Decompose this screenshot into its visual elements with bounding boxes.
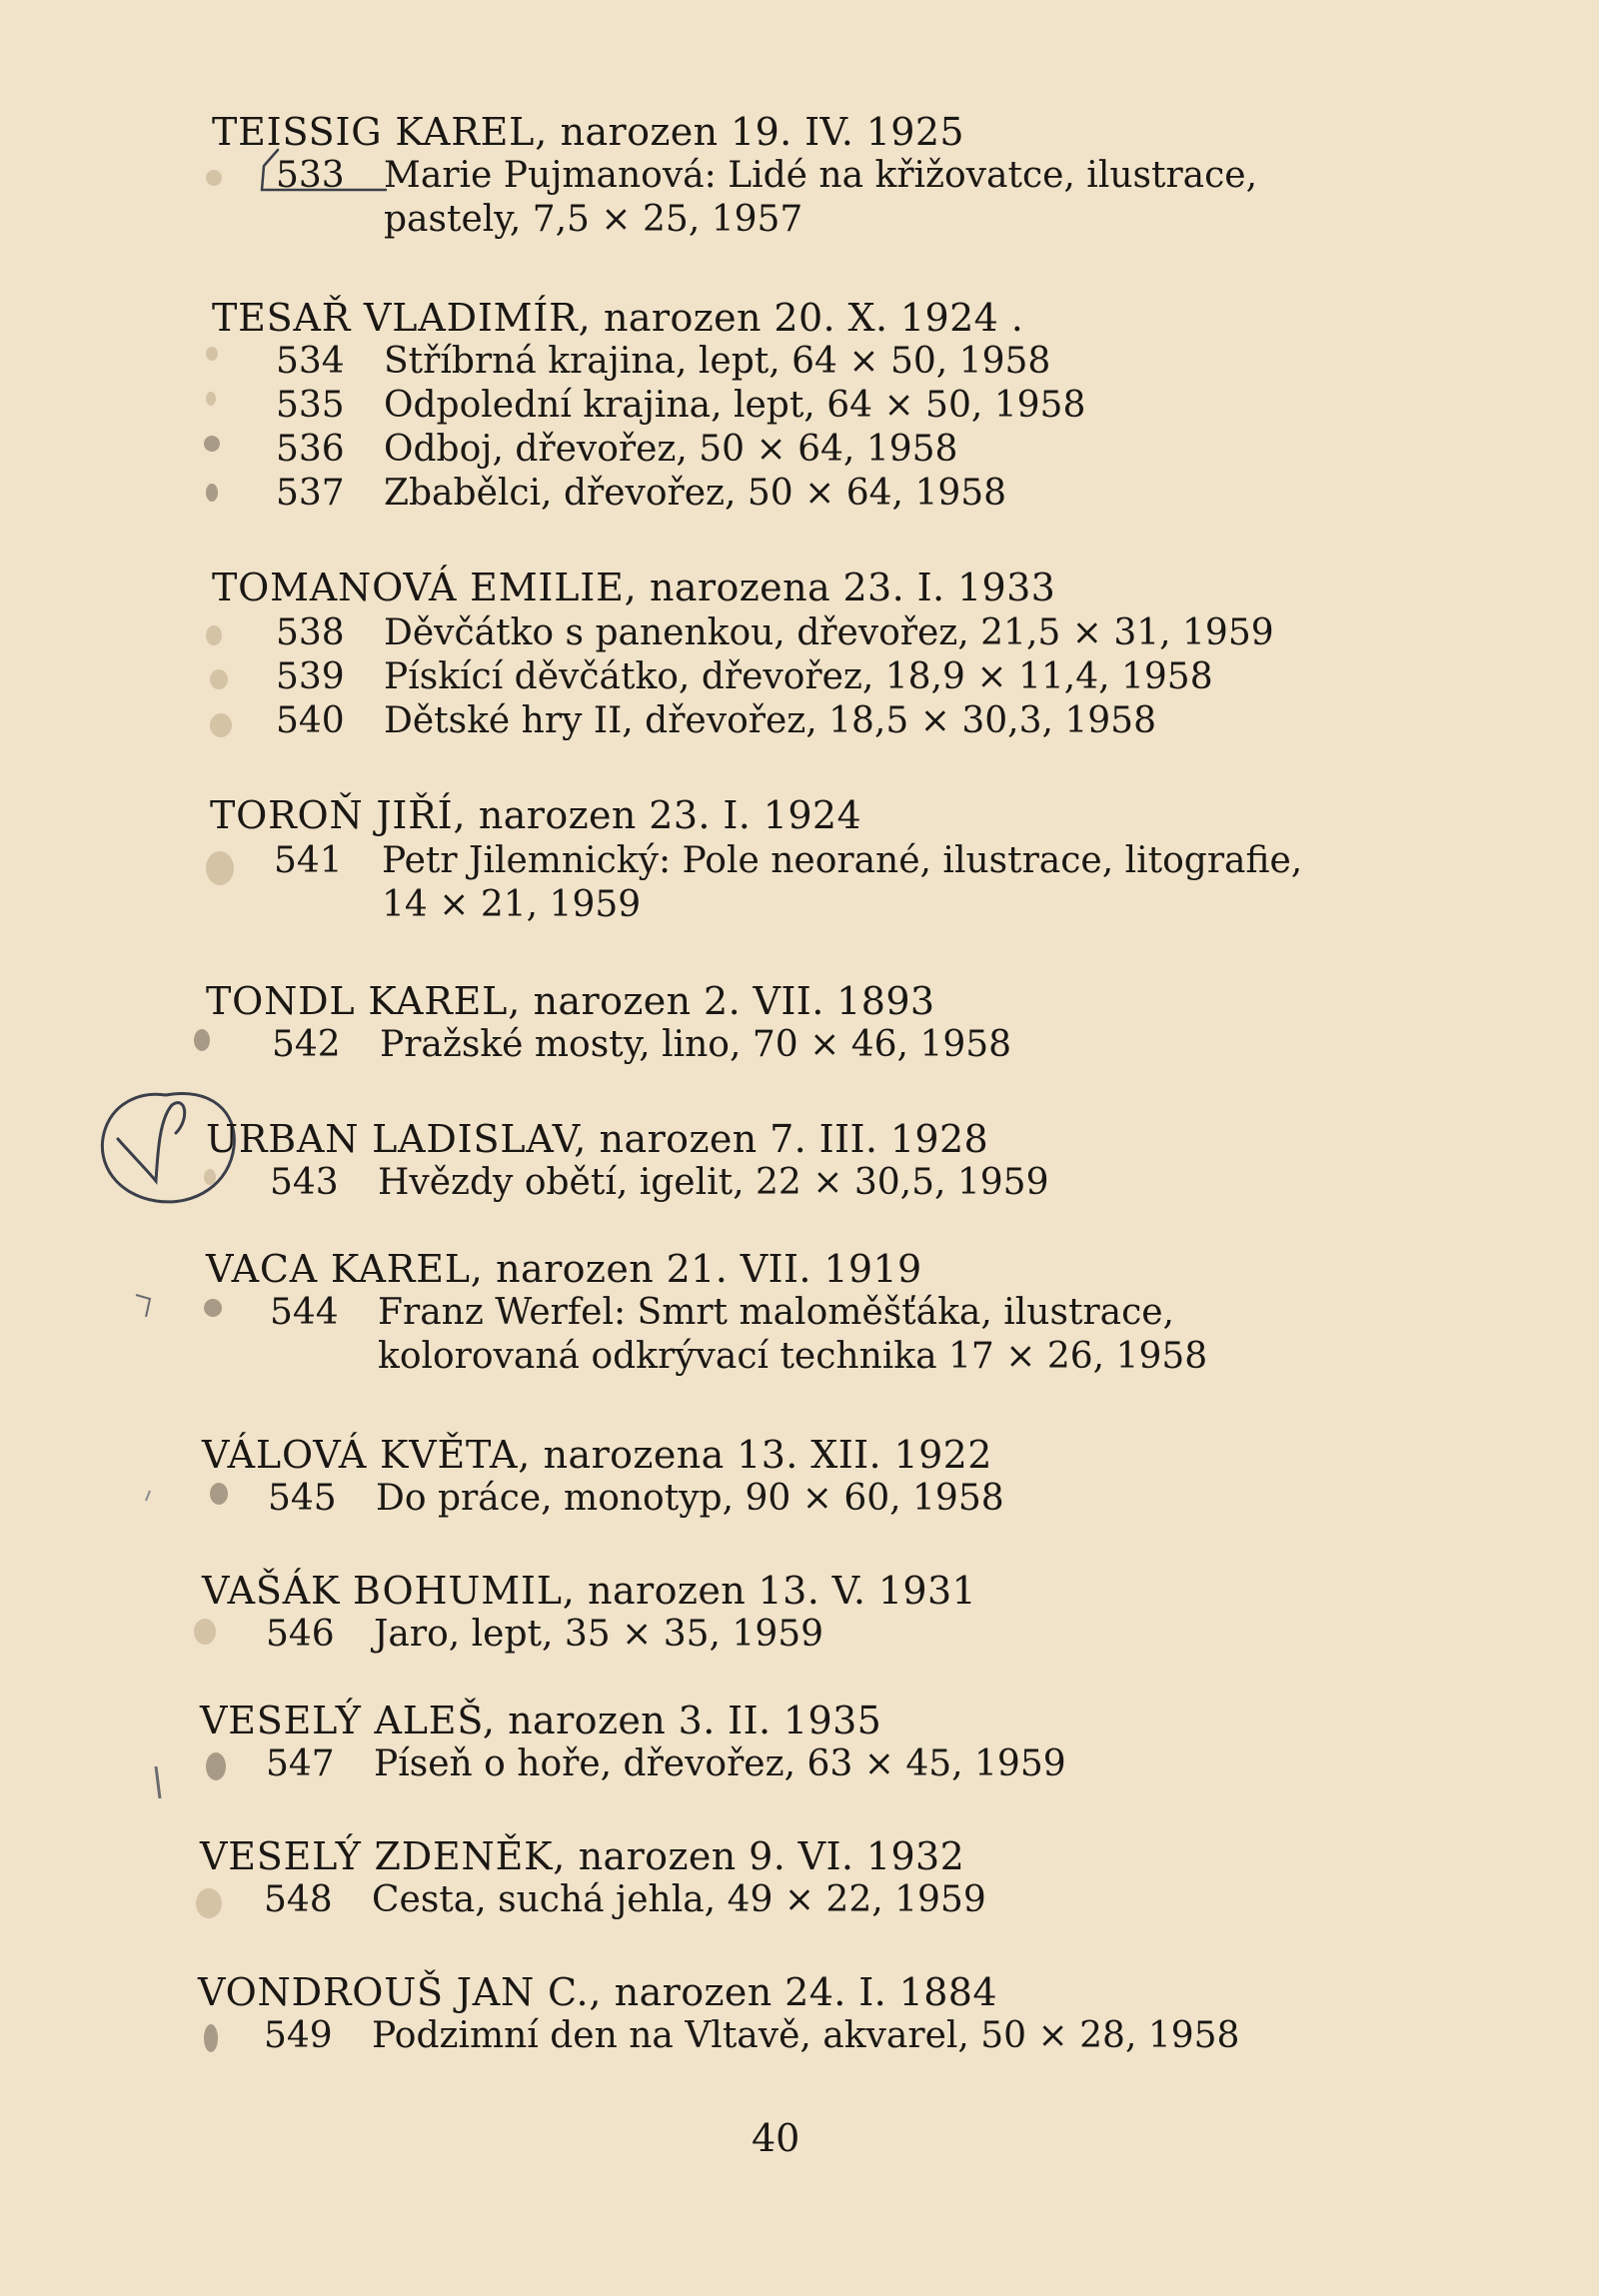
artist-heading xyxy=(212,296,1023,340)
work-number: 536 xyxy=(276,429,345,470)
artist-birth: narozena 13. XII. 1922 xyxy=(543,1433,992,1477)
work-number: 540 xyxy=(276,700,345,741)
work-number: 544 xyxy=(270,1292,339,1333)
work-description: Cesta, suchá jehla, 49 × 22, 1959 xyxy=(372,1879,986,1920)
artist-name: TESAŘ VLADIMÍR, xyxy=(212,296,592,340)
artist-name: TONDL KAREL, xyxy=(206,979,522,1023)
page-number: 40 xyxy=(752,2116,800,2160)
work-description: Píseň o hoře, dřevořez, 63 × 45, 1959 xyxy=(374,1743,1066,1784)
work-number: 534 xyxy=(276,341,345,382)
artist-heading xyxy=(212,566,1055,609)
artist-heading xyxy=(202,1569,976,1613)
work-number: 539 xyxy=(276,656,345,697)
work-description: Odpolední krajina, lept, 64 × 50, 1958 xyxy=(384,385,1086,426)
work-description: Hvězdy obětí, igelit, 22 × 30,5, 1959 xyxy=(378,1162,1049,1203)
work-description: Odboj, dřevořez, 50 × 64, 1958 xyxy=(384,429,958,470)
work-number: 546 xyxy=(266,1614,335,1655)
work-number: 549 xyxy=(264,2015,333,2056)
artist-heading xyxy=(212,110,964,154)
work-number: 535 xyxy=(276,385,345,426)
artist-name: VONDROUŠ JAN C., xyxy=(198,1970,603,2014)
work-number: 537 xyxy=(276,473,345,514)
artist-birth: narozen 24. I. 1884 xyxy=(614,1970,997,2014)
work-description: Do práce, monotyp, 90 × 60, 1958 xyxy=(376,1478,1004,1519)
work-number: 548 xyxy=(264,1879,333,1920)
artist-birth: narozen 21. VII. 1919 xyxy=(496,1247,922,1291)
artist-name: TOMANOVÁ EMILIE, xyxy=(212,566,638,609)
work-number: 541 xyxy=(274,840,343,881)
work-number: 543 xyxy=(270,1162,339,1203)
work-description: Zbabělci, dřevořez, 50 × 64, 1958 xyxy=(384,473,1007,514)
artist-name: TOROŇ JIŘÍ, xyxy=(210,793,467,837)
artist-heading xyxy=(206,1247,922,1291)
work-number: 538 xyxy=(276,612,345,653)
work-description: Pražské mosty, lino, 70 × 46, 1958 xyxy=(380,1024,1012,1065)
artist-birth: narozen 9. VI. 1932 xyxy=(578,1834,965,1878)
work-description: Jaro, lept, 35 × 35, 1959 xyxy=(374,1614,824,1655)
artist-name: TEISSIG KAREL, xyxy=(212,110,549,154)
artist-heading xyxy=(200,1834,964,1878)
work-description: Podzimní den na Vltavě, akvarel, 50 × 28, 1958 xyxy=(372,2015,1240,2056)
work-number: 545 xyxy=(268,1478,337,1519)
artist-name: VESELÝ ZDENĚK, xyxy=(200,1834,567,1878)
work-description-continued: 14 × 21, 1959 xyxy=(382,884,642,925)
work-description: Stříbrná krajina, lept, 64 × 50, 1958 xyxy=(384,341,1051,382)
artist-birth: narozen 13. V. 1931 xyxy=(588,1569,977,1613)
work-description: Dětské hry II, dřevořez, 18,5 × 30,3, 1958 xyxy=(384,700,1156,741)
artist-birth: narozen 19. IV. 1925 xyxy=(560,110,964,154)
artist-heading xyxy=(206,979,934,1023)
artist-birth: narozen 7. III. 1928 xyxy=(599,1117,989,1161)
work-description: Děvčátko s panenkou, dřevořez, 21,5 × 31, 1959 xyxy=(384,612,1274,653)
artist-birth: narozen 3. II. 1935 xyxy=(508,1699,882,1742)
work-number: 533 xyxy=(276,155,345,196)
work-description: Franz Werfel: Smrt maloměšťáka, ilustrace, xyxy=(378,1292,1174,1333)
artist-birth: narozen 20. X. 1924 . xyxy=(603,296,1024,340)
artist-birth: narozena 23. I. 1933 xyxy=(649,566,1056,609)
artist-heading xyxy=(198,1970,997,2014)
artist-birth: narozen 23. I. 1924 xyxy=(478,793,862,837)
artist-heading xyxy=(202,1433,992,1477)
artist-birth: narozen 2. VII. 1893 xyxy=(533,979,935,1023)
artist-name: VACA KAREL, xyxy=(206,1247,484,1291)
artist-heading xyxy=(200,1699,881,1742)
artist-name: VESELÝ ALEŠ, xyxy=(200,1699,496,1742)
work-description-continued: pastely, 7,5 × 25, 1957 xyxy=(384,199,803,240)
work-description-continued: kolorovaná odkrývací technika 17 × 26, 1958 xyxy=(378,1336,1208,1377)
work-description: Pískící děvčátko, dřevořez, 18,9 × 11,4, 1958 xyxy=(384,656,1213,697)
artist-heading xyxy=(210,793,861,837)
artist-name: URBAN LADISLAV, xyxy=(206,1117,588,1161)
work-number: 547 xyxy=(266,1743,335,1784)
work-number: 542 xyxy=(272,1024,341,1065)
artist-heading xyxy=(206,1117,988,1161)
work-description: Marie Pujmanová: Lidé na křižovatce, ilustrace, xyxy=(384,155,1258,196)
artist-name: VAŠÁK BOHUMIL, xyxy=(202,1569,576,1613)
artist-name: VÁLOVÁ KVĚTA, xyxy=(202,1433,532,1477)
work-description: Petr Jilemnický: Pole neorané, ilustrace, litografie, xyxy=(382,840,1303,881)
